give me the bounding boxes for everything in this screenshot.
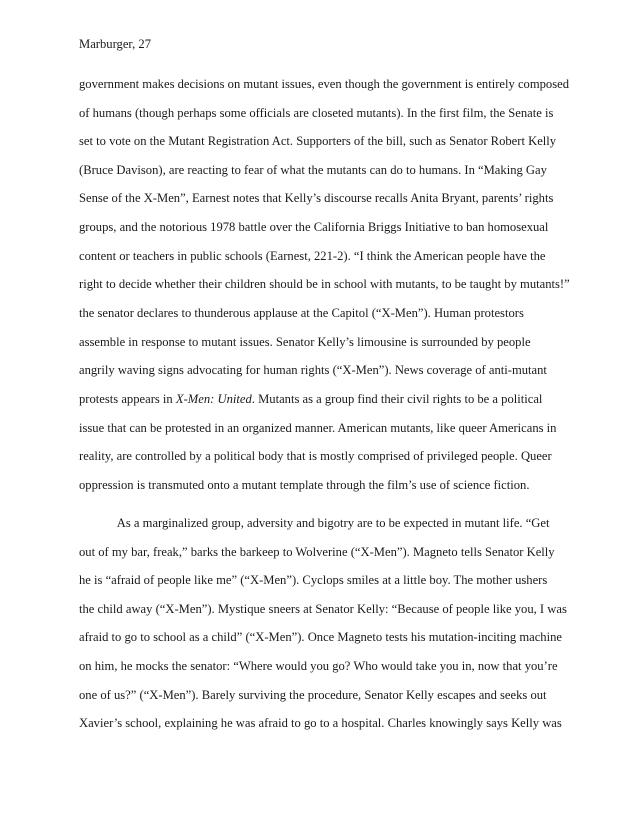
body-line: he is “afraid of people like me” (“X-Men”). Cyclops smiles at a little boy. The mother ushers <box>79 573 548 587</box>
body-line: Sense of the X-Men”, Earnest notes that Kelly’s discourse recalls Anita Bryant, parents’ rights <box>79 191 554 205</box>
body-line: out of my bar, freak,” barks the barkeep to Wolverine (“X-Men”). Magneto tells Senator Kelly <box>79 545 555 559</box>
body-line: (Bruce Davison), are reacting to fear of what the mutants can do to humans. In “Making Gay <box>79 163 547 177</box>
body-line: set to vote on the Mutant Registration Act. Supporters of the bill, such as Senator Robert Kelly <box>79 134 557 148</box>
body-line: Xavier’s school, explaining he was afraid to go to a hospital. Charles knowingly says Kelly was <box>79 716 562 730</box>
film-title: X-Men: United <box>175 392 252 406</box>
body-line: oppression is transmuted onto a mutant template through the film’s use of science fiction. <box>79 478 530 492</box>
body-line: groups, and the notorious 1978 battle over the California Briggs Initiative to ban homosexual <box>79 220 549 234</box>
body-line: government makes decisions on mutant issues, even though the government is entirely composed <box>79 77 570 91</box>
body-line: right to decide whether their children should be in school with mutants, to be taught by mutants!” <box>79 277 570 291</box>
body-line: the senator declares to thunderous applause at the Capitol (“X-Men”). Human protestors <box>79 306 524 320</box>
body-line: of humans (though perhaps some officials are closeted mutants). In the first film, the Senate is <box>79 106 554 120</box>
body-line: issue that can be protested in an organized manner. American mutants, like queer Americans in <box>79 421 557 435</box>
body-line: assemble in response to mutant issues. Senator Kelly’s limousine is surrounded by people <box>79 335 531 349</box>
body-line: reality, are controlled by a political body that is mostly comprised of privileged people. Queer <box>79 449 552 463</box>
body-line: on him, he mocks the senator: “Where would you go? Who would take you in, now that you’re <box>79 659 558 673</box>
body-line: the child away (“X-Men”). Mystique sneers at Senator Kelly: “Because of people like you, I was <box>79 602 567 616</box>
body-line: one of us?” (“X-Men”). Barely surviving the procedure, Senator Kelly escapes and seeks out <box>79 688 547 702</box>
body-line-with-title <box>79 391 542 407</box>
body-text: protests appears in <box>79 392 176 406</box>
body-line: afraid to go to school as a child” (“X-Men”). Once Magneto tests his mutation-inciting machine <box>79 630 562 644</box>
running-head: Marburger, 27 <box>79 37 152 51</box>
body-line: content or teachers in public schools (Earnest, 221-2). “I think the American people have the <box>79 249 546 263</box>
body-text: . Mutants as a group find their civil rights to be a political <box>251 392 543 406</box>
paragraph-first-line: As a marginalized group, adversity and bigotry are to be expected in mutant life. “Get <box>79 516 550 530</box>
body-line: angrily waving signs advocating for human rights (“X-Men”). News coverage of anti-mutant <box>79 363 547 377</box>
